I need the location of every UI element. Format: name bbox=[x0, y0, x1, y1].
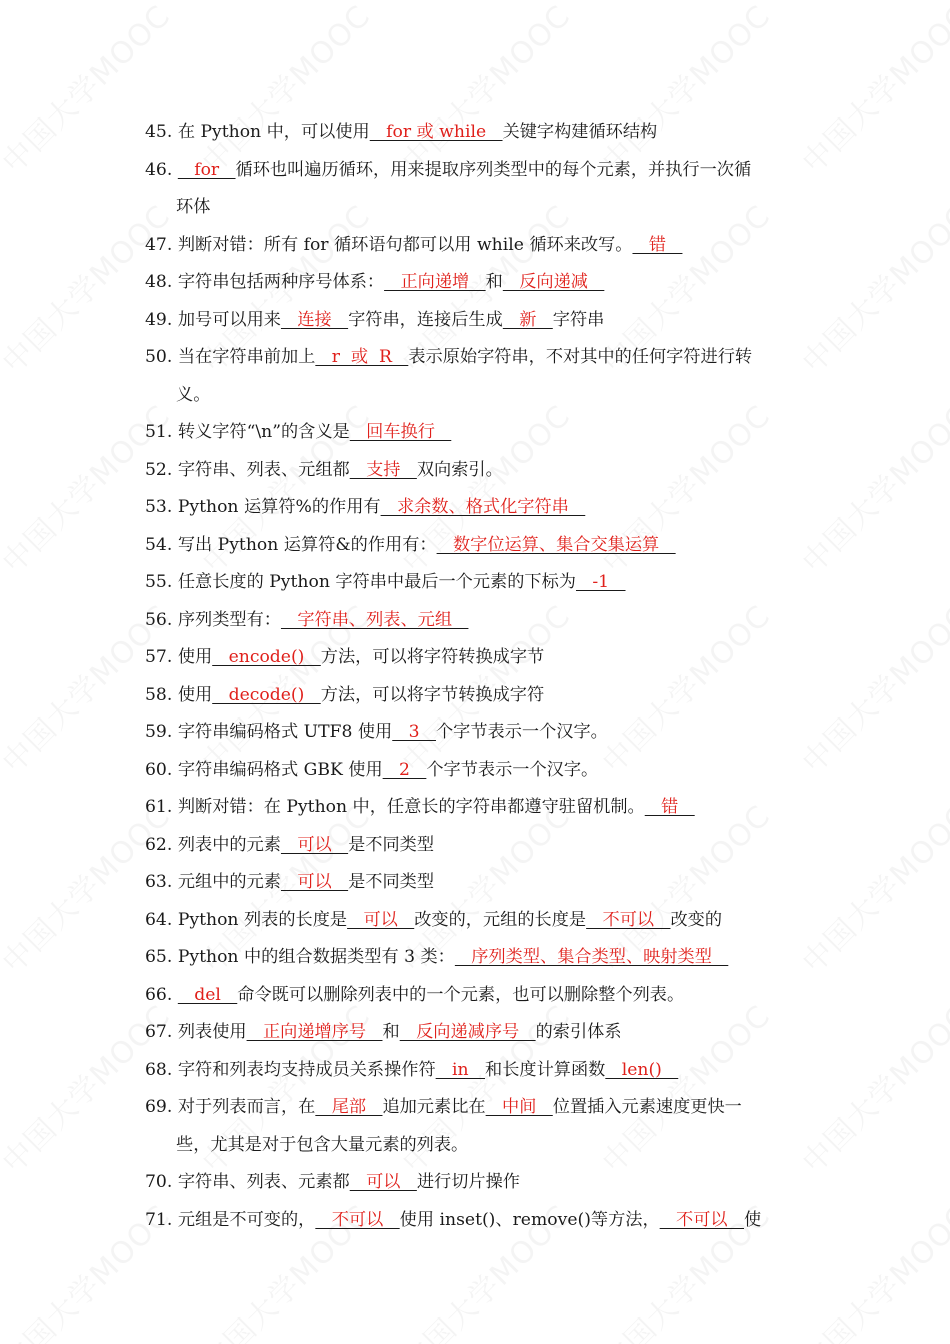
question-text: 字符和列表均支持成员关系操作符 bbox=[177, 1059, 436, 1080]
question-number: 51. bbox=[145, 422, 173, 442]
question-text: 和 bbox=[382, 1022, 400, 1042]
question-item bbox=[145, 1089, 815, 1164]
question-item bbox=[145, 339, 815, 414]
question-text: 列表使用 bbox=[177, 1022, 247, 1042]
question-text: 表示原始字符串，不对其中的任何字符进行转 bbox=[408, 347, 753, 367]
question-text: 个字节表示一个汉字。 bbox=[426, 759, 599, 780]
question-text: 元组中的元素 bbox=[177, 872, 281, 892]
answer-blank: 支持 bbox=[349, 459, 417, 480]
answer-blank: 错 bbox=[644, 797, 695, 817]
question-text: 追加元素比在 bbox=[382, 1097, 486, 1117]
answer-blank: 可以 bbox=[347, 909, 415, 930]
question-item bbox=[145, 939, 815, 977]
answer-blank: 3 bbox=[392, 722, 436, 742]
question-item bbox=[145, 864, 815, 902]
answer-blank: 正向递增 bbox=[384, 272, 486, 292]
question-text: 字符串包括两种序号体系： bbox=[177, 272, 385, 292]
question-number: 54. bbox=[145, 534, 173, 555]
question-number: 45. bbox=[145, 122, 173, 142]
question-text: 序列类型有： bbox=[177, 609, 281, 630]
question-text: 判断对错：所有 for 循环语句都可以用 while 循环来改写。 bbox=[177, 234, 633, 255]
question-text: 命令既可以删除列表中的一个元素，也可以删除整个列表。 bbox=[237, 984, 685, 1005]
question-item bbox=[145, 677, 815, 715]
question-number: 61. bbox=[145, 797, 173, 817]
question-number: 48. bbox=[145, 272, 173, 292]
answer-blank: 回车换行 bbox=[349, 422, 452, 442]
answer-blank: 尾部 bbox=[315, 1097, 383, 1117]
question-number: 67. bbox=[145, 1022, 173, 1042]
question-text: 关键字构建循环结构 bbox=[502, 122, 658, 142]
question-item bbox=[145, 302, 815, 340]
question-text: 和长度计算函数 bbox=[485, 1059, 606, 1080]
question-number: 53. bbox=[145, 497, 173, 517]
answer-blank: 可以 bbox=[349, 1172, 417, 1192]
question-text: 在 Python 中，可以使用 bbox=[177, 122, 370, 142]
question-text: 是不同类型 bbox=[348, 834, 435, 855]
question-text: 对于列表而言，在 bbox=[177, 1097, 316, 1117]
question-text: 字符串编码格式 GBK 使用 bbox=[177, 759, 383, 780]
question-text: 是不同类型 bbox=[348, 872, 435, 892]
answer-blank: for bbox=[177, 159, 236, 180]
question-item bbox=[145, 639, 815, 677]
answer-blank: 不可以 bbox=[315, 1209, 400, 1230]
question-list bbox=[145, 114, 815, 1239]
question-text: Python 列表的长度是 bbox=[177, 909, 348, 930]
answer-blank: in bbox=[435, 1059, 485, 1080]
question-number: 47. bbox=[145, 234, 173, 255]
question-item bbox=[145, 264, 815, 302]
answer-blank: encode() bbox=[212, 647, 321, 667]
question-item bbox=[145, 227, 815, 265]
question-continuation: 些，尤其是对于包含大量元素的列表。 bbox=[176, 1134, 469, 1155]
question-item bbox=[145, 1014, 815, 1052]
answer-blank: 序列类型、集合类型、映射类型 bbox=[454, 947, 729, 967]
question-text: 列表中的元素 bbox=[177, 834, 281, 855]
question-text: 位置插入元素速度更快一 bbox=[552, 1097, 742, 1117]
question-item bbox=[145, 752, 815, 790]
question-number: 66. bbox=[145, 984, 173, 1005]
question-item bbox=[145, 152, 815, 227]
question-item bbox=[145, 1164, 815, 1202]
question-text: 个字节表示一个汉字。 bbox=[435, 722, 608, 742]
question-item bbox=[145, 977, 815, 1015]
question-continuation: 环体 bbox=[176, 197, 211, 217]
answer-blank: 数字位运算、集合交集运算 bbox=[436, 534, 676, 555]
question-number: 52. bbox=[145, 459, 173, 480]
question-number: 65. bbox=[145, 947, 173, 967]
question-text: 使用 inset()、remove()等方法， bbox=[399, 1209, 660, 1230]
question-item bbox=[145, 114, 815, 152]
question-text: 转义字符“\n”的含义是 bbox=[177, 422, 350, 442]
question-item bbox=[145, 414, 815, 452]
question-number: 59. bbox=[145, 722, 173, 742]
answer-blank: 不可以 bbox=[659, 1209, 744, 1230]
answer-blank: 2 bbox=[382, 759, 427, 780]
question-text: 判断对错：在 Python 中，任意长的字符串都遵守驻留机制。 bbox=[177, 797, 645, 817]
answer-blank: 正向递增序号 bbox=[246, 1022, 383, 1042]
answer-blank: 可以 bbox=[280, 834, 349, 855]
answer-blank: -1 bbox=[575, 572, 626, 592]
answer-blank: 反向递减序号 bbox=[399, 1022, 536, 1042]
answer-blank: 反向递减 bbox=[502, 272, 605, 292]
question-item bbox=[145, 1052, 815, 1090]
question-number: 69. bbox=[145, 1097, 173, 1117]
question-text: 字符串编码格式 UTF8 使用 bbox=[177, 722, 393, 742]
answer-blank: decode() bbox=[212, 684, 321, 705]
question-item bbox=[145, 714, 815, 752]
question-number: 56. bbox=[145, 609, 173, 630]
question-number: 55. bbox=[145, 572, 173, 592]
question-text: 字符串，连接后生成 bbox=[348, 309, 503, 330]
question-text: 使用 bbox=[177, 684, 213, 705]
question-item bbox=[145, 902, 815, 940]
question-text: 字符串 bbox=[552, 309, 605, 330]
answer-blank: del bbox=[177, 984, 238, 1005]
question-number: 68. bbox=[145, 1059, 173, 1080]
question-text: 方法，可以将字符转换成字节 bbox=[320, 647, 545, 667]
question-text: 使用 bbox=[177, 647, 213, 667]
question-item bbox=[145, 602, 815, 640]
answer-blank: 可以 bbox=[280, 872, 349, 892]
question-text: Python 中的组合数据类型有 3 类： bbox=[177, 947, 455, 967]
answer-blank: 字符串、列表、元组 bbox=[280, 609, 469, 630]
question-item bbox=[145, 527, 815, 565]
question-text: 字符串、列表、元组都 bbox=[177, 459, 350, 480]
question-continuation: 义。 bbox=[176, 384, 211, 405]
question-text: 使 bbox=[744, 1209, 762, 1230]
answer-blank: for 或 while bbox=[369, 122, 503, 142]
question-text: 加号可以用来 bbox=[177, 309, 281, 330]
question-item bbox=[145, 452, 815, 490]
answer-blank: 求余数、格式化字符串 bbox=[380, 497, 586, 517]
question-item bbox=[145, 564, 815, 602]
question-number: 50. bbox=[145, 347, 173, 367]
question-text: 双向索引。 bbox=[416, 459, 503, 480]
question-text: 和 bbox=[485, 272, 503, 292]
question-number: 71. bbox=[145, 1209, 173, 1230]
question-item bbox=[145, 489, 815, 527]
answer-blank: 中间 bbox=[485, 1097, 553, 1117]
answer-blank: 错 bbox=[632, 234, 683, 255]
question-text: 进行切片操作 bbox=[416, 1172, 520, 1192]
question-text: 循环也叫遍历循环，用来提取序列类型中的每个元素，并执行一次循 bbox=[235, 159, 752, 180]
question-text: 改变的，元组的长度是 bbox=[414, 909, 587, 930]
question-number: 46. bbox=[145, 159, 173, 180]
question-item bbox=[145, 827, 815, 865]
question-number: 60. bbox=[145, 759, 173, 780]
question-text: 写出 Python 运算符&的作用有： bbox=[177, 534, 437, 555]
question-number: 62. bbox=[145, 834, 173, 855]
question-number: 49. bbox=[145, 309, 173, 330]
question-item bbox=[145, 789, 815, 827]
question-number: 58. bbox=[145, 684, 173, 705]
question-text: 的索引体系 bbox=[535, 1022, 622, 1042]
question-text: 当在字符串前加上 bbox=[177, 347, 316, 367]
question-number: 64. bbox=[145, 909, 173, 930]
question-text: 改变的 bbox=[670, 909, 723, 930]
question-number: 57. bbox=[145, 647, 173, 667]
answer-blank: 新 bbox=[502, 309, 553, 330]
question-text: Python 运算符%的作用有 bbox=[177, 497, 381, 517]
answer-blank: len() bbox=[605, 1059, 679, 1080]
answer-blank: 不可以 bbox=[586, 909, 671, 930]
question-text: 方法，可以将字节转换成字符 bbox=[320, 684, 545, 705]
question-item bbox=[145, 1202, 815, 1240]
answer-blank: 连接 bbox=[280, 309, 349, 330]
question-text: 字符串、列表、元素都 bbox=[177, 1172, 350, 1192]
question-number: 63. bbox=[145, 872, 173, 892]
question-number: 70. bbox=[145, 1172, 173, 1192]
answer-blank: r 或 R bbox=[315, 347, 409, 367]
question-text: 任意长度的 Python 字符串中最后一个元素的下标为 bbox=[177, 572, 576, 592]
question-text: 元组是不可变的， bbox=[177, 1209, 316, 1230]
